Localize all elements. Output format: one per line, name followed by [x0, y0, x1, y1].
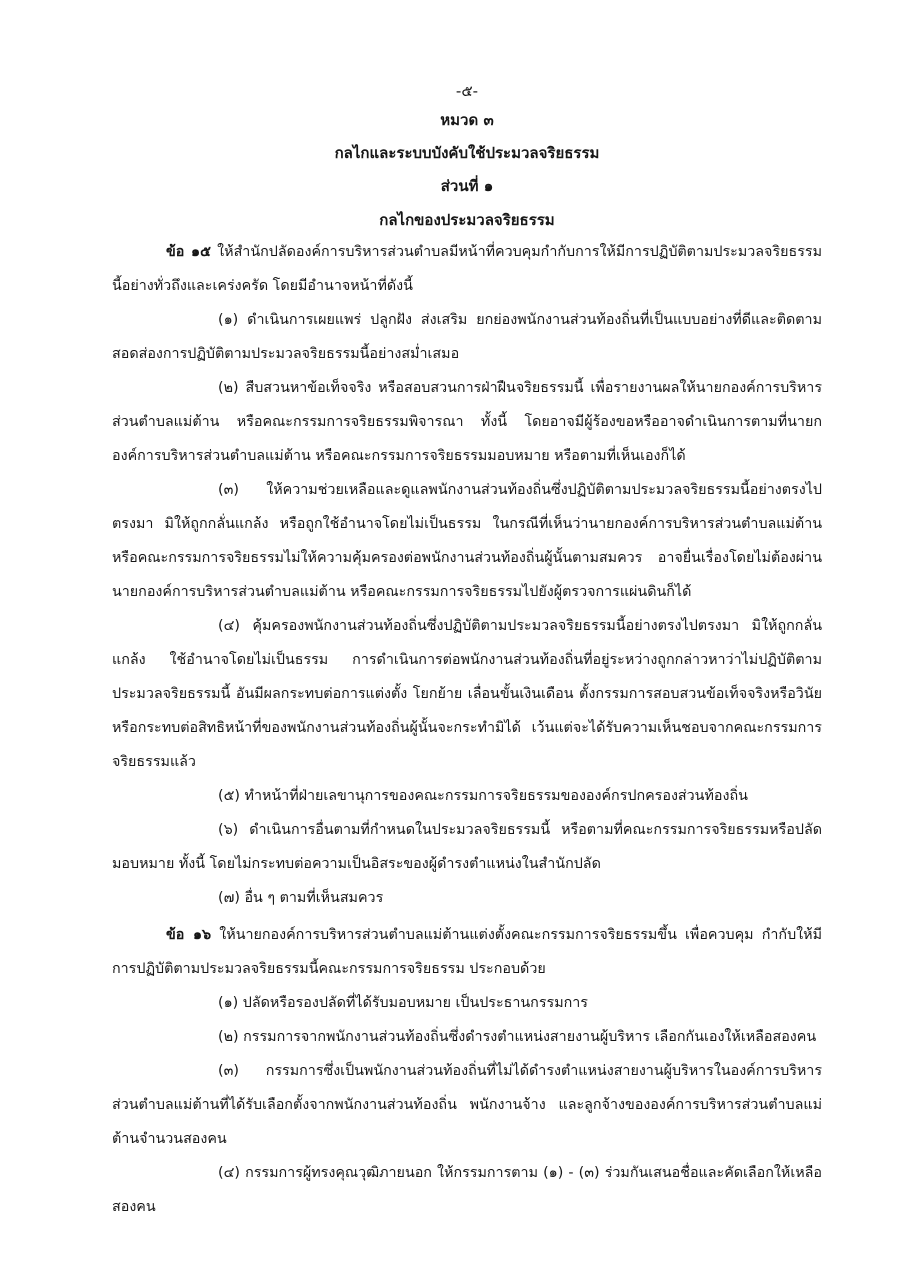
article-16-item-4: (๔) กรรมการผู้ทรงคุณวุฒิภายนอก ให้กรรมการตาม (๑) - (๓) ร่วมกันเสนอชื่อและคัดเลือกให้เหลือสองคน [112, 1165, 822, 1215]
article-15-item-7: (๗) อื่น ๆ ตามที่เห็นสมควร [218, 890, 384, 906]
article-15-item-3: (๓) ให้ความช่วยเหลือและดูแลพนักงานส่วนท้องถิ่นซึ่งปฏิบัติตามประมวลจริยธรรมนี้อย่างตรงไปตรงมา มิให้ถูกกลั่นแกล้ง หรือถูกใช้อำนาจโดยไม่เป็นธรรม ในกรณีที่เห็นว่านายกองค์การบริหารส่วนตำบลแม่ต้าน หรือคณะกรรมการจริยธรรมไม่ให้ความคุ้มครองต่อพนักงานส่วนท้องถิ่นผู้นั้นตามสมควร อาจยื่นเรื่องโดยไม่ต้องผ่านนายกองค์การบริหารส่วนตำบลแม่ต้าน หรือคณะกรรมการจริยธรรมไปยังผู้ตรวจการแผ่นดินก็ได้ [112, 482, 822, 600]
chapter-title: หมวด ๓ [440, 111, 494, 129]
article-16-item-2: (๒) กรรมการจากพนักงานส่วนท้องถิ่นซึ่งดำรงตำแหน่งสายงานผู้บริหาร เลือกกันเองให้เหลือสองคน [218, 1029, 817, 1045]
article-15 [112, 235, 822, 303]
article-15-item-2: (๒) สืบสวนหาข้อเท็จจริง หรือสอบสวนการฝ่าฝืนจริยธรรมนี้ เพื่อรายงานผลให้นายกองค์การบริหารส่วนตำบลแม่ต้าน หรือคณะกรรมการจริยธรรมพิจารณา ทั้งนี้ โดยอาจมีผู้ร้องขอหรืออาจดำเนินการตามที่นายกองค์การบริหารส่วนตำบลแม่ต้าน หรือคณะกรรมการจริยธรรมมอบหมาย หรือตามที่เห็นเองก็ได้ [112, 380, 822, 464]
article-16-item-1: (๑) ปลัดหรือรองปลัดที่ได้รับมอบหมาย เป็นประธานกรรมการ [218, 995, 588, 1011]
article-15-item-4: (๔) คุ้มครองพนักงานส่วนท้องถิ่นซึ่งปฏิบัติตามประมวลจริยธรรมนี้อย่างตรงไปตรงมา มิให้ถูกกลั่นแกล้ง ใช้อำนาจโดยไม่เป็นธรรม การดำเนินการต่อพนักงานส่วนท้องถิ่นที่อยู่ระหว่างถูกกล่าวหาว่าไม่ปฏิบัติตามประมวลจริยธรรมนี้ อันมีผลกระทบต่อการแต่งตั้ง โยกย้าย เลื่อนขั้นเงินเดือน ตั้งกรรมการสอบสวนข้อเท็จจริงหรือวินัย หรือกระทบต่อสิทธิหน้าที่ของพนักงานส่วนท้องถิ่นผู้นั้นจะกระทำมิได้ เว้นแต่จะได้รับความเห็นชอบจากคณะกรรมการจริยธรรมแล้ว [112, 618, 822, 770]
article-15-item-6: (๖) ดำเนินการอื่นตามที่กำหนดในประมวลจริยธรรมนี้ หรือตามที่คณะกรรมการจริยธรรมหรือปลัดมอบหมาย ทั้งนี้ โดยไม่กระทบต่อความเป็นอิสระของผู้ดำรงตำแหน่งในสำนักปลัด [112, 822, 822, 872]
article-15-item-5: (๕) ทำหน้าที่ฝ่ายเลขานุการของคณะกรรมการจริยธรรมขององค์กรปกครองส่วนท้องถิ่น [218, 788, 748, 804]
section-title: ส่วนที่ ๑ [440, 177, 494, 195]
section-name: กลไกของประมวลจริยธรรม [379, 211, 555, 229]
article-16-item-3: (๓) กรรมการซึ่งเป็นพนักงานส่วนท้องถิ่นที่ไม่ได้ดำรงตำแหน่งสายงานผู้บริหารในองค์การบริหารส่วนตำบลแม่ต้านที่ได้รับเลือกตั้งจากพนักงานส่วนท้องถิ่น พนักงานจ้าง และลูกจ้างขององค์การบริหารส่วนตำบลแม่ต้านจำนวนสองคน [112, 1063, 822, 1147]
article-16 [112, 918, 822, 986]
page-number: -๕- [455, 82, 479, 100]
article-16-text: ให้นายกองค์การบริหารส่วนตำบลแม่ต้านแต่งตั้งคณะกรรมการจริยธรรมขึ้น เพื่อควบคุม กำกับให้มีการปฏิบัติตามประมวลจริยธรรมนี้คณะกรรมการจริยธรรม ประกอบด้วย [112, 927, 822, 977]
article-15-number: ข้อ ๑๕ [166, 244, 211, 260]
article-16-number: ข้อ ๑๖ [166, 927, 212, 943]
article-15-text: ให้สำนักปลัดองค์การบริหารส่วนตำบลมีหน้าที่ควบคุมกำกับการให้มีการปฏิบัติตามประมวลจริยธรรมนี้อย่างทั่วถึงและเคร่งครัด โดยมีอำนาจหน้าที่ดังนี้ [112, 244, 823, 294]
article-15-item-1: (๑) ดำเนินการเผยแพร่ ปลูกฝัง ส่งเสริม ยกย่องพนักงานส่วนท้องถิ่นที่เป็นแบบอย่างที่ดีและติดตามสอดส่องการปฏิบัติตามประมวลจริยธรรมนี้อย่างสม่ำเสมอ [112, 312, 822, 362]
chapter-name: กลไกและระบบบังคับใช้ประมวลจริยธรรม [334, 144, 600, 162]
